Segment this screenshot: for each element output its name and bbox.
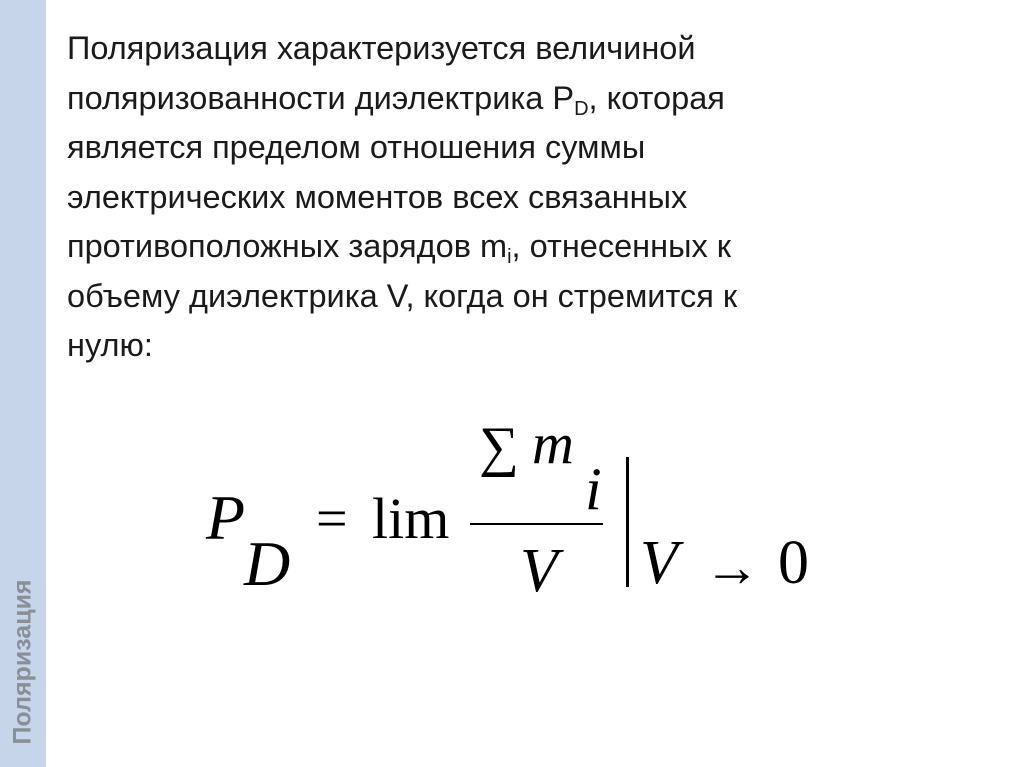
sidebar-title: Поляризация <box>8 579 37 745</box>
subscript-i: i <box>507 246 512 268</box>
evaluation-bar <box>626 457 629 587</box>
formula-lhs-symbol: P <box>206 482 246 553</box>
text-line-4: электрических моментов всех связанных <box>67 178 688 215</box>
text-line-3: является пределом отношения суммы <box>67 129 646 165</box>
subscript-d: D <box>574 97 589 120</box>
formula-denominator: V <box>520 537 558 605</box>
formula-equals-sign: = <box>316 488 348 550</box>
sum-icon: ∑ <box>479 416 519 478</box>
formula-condition-value: 0 <box>778 529 809 597</box>
text-line-5: противоположных зарядов $m_i$, отнесенных к <box>67 228 731 268</box>
text-line-7: нулю: <box>67 327 153 363</box>
formula-limit: lim <box>372 486 450 551</box>
formula-numerator-symbol: m <box>532 411 574 476</box>
text-line-2: поляризованности диэлектрика $P_D$, которая <box>67 79 725 120</box>
formula-numerator-subscript: i <box>585 456 602 522</box>
text-line-6: объему диэлектрика V, когда он стремится к <box>67 277 738 314</box>
text-line-1: Поляризация характеризуется величиной <box>67 30 696 66</box>
fraction-line <box>470 523 603 525</box>
formula-lhs-subscript: D <box>244 528 291 599</box>
formula-condition-variable: V <box>640 529 678 597</box>
arrow-right-icon: → <box>704 537 760 599</box>
